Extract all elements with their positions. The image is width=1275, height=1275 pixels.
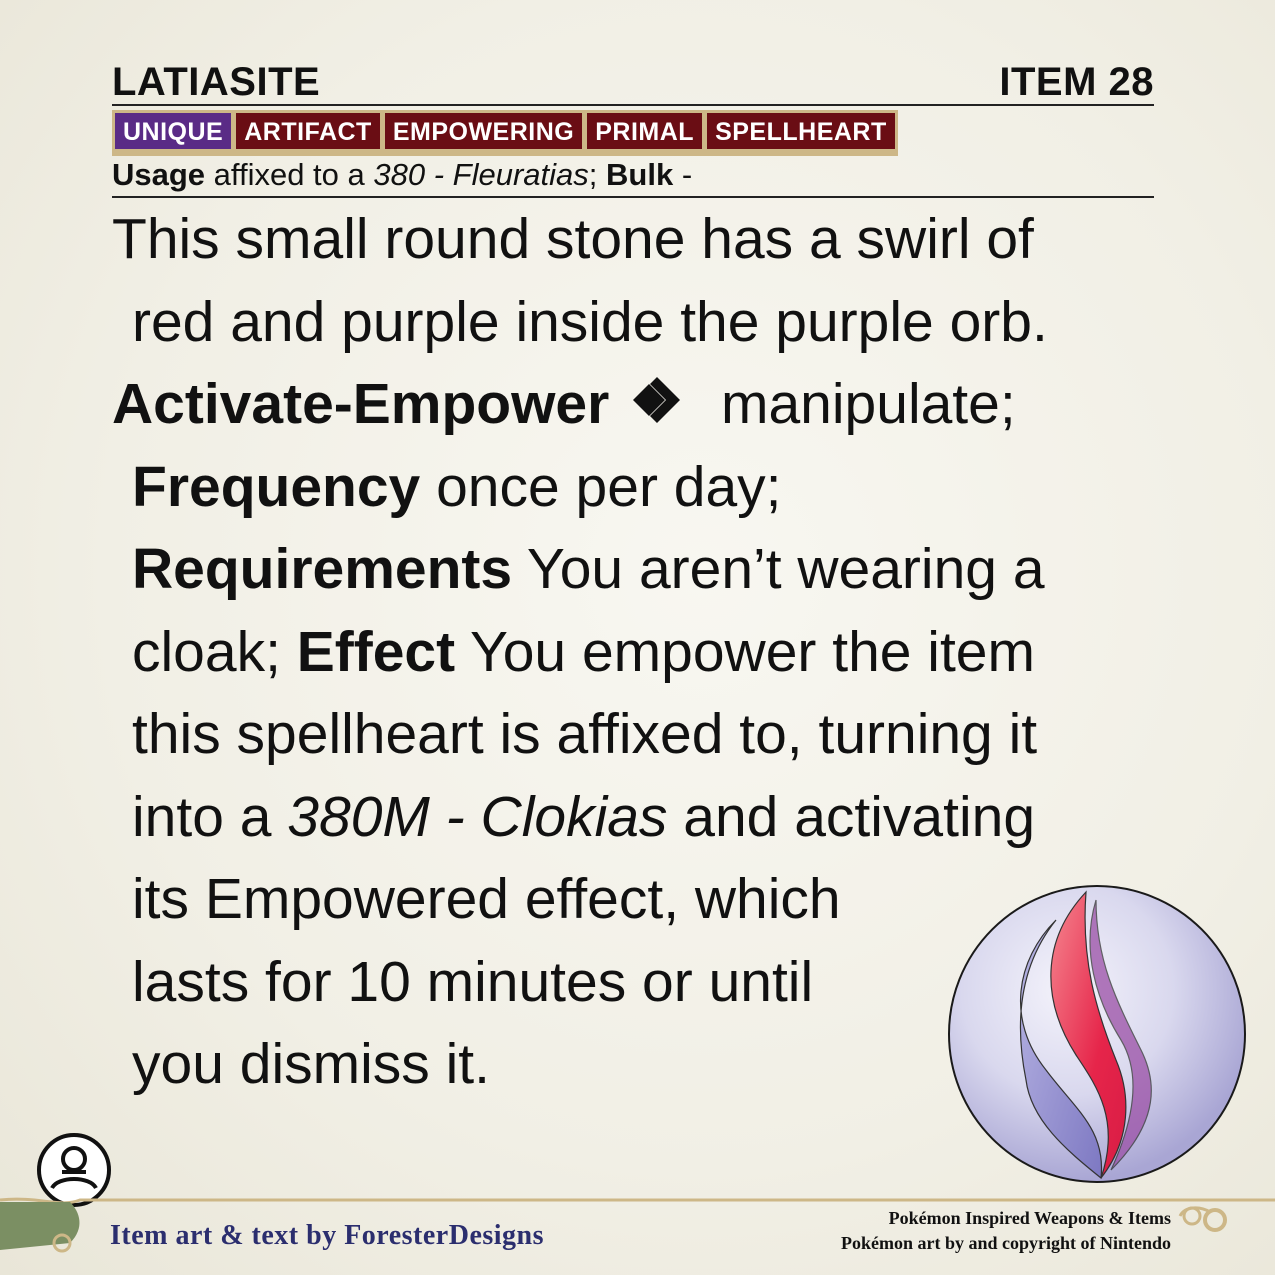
effect-line-4: its Empowered effect, which xyxy=(132,867,841,931)
bulk-label: Bulk xyxy=(606,157,674,192)
bulk-value: - xyxy=(681,157,693,192)
requirements-label: Requirements xyxy=(132,537,513,601)
frequency-label: Frequency xyxy=(132,454,421,519)
effect-label: Effect xyxy=(296,619,456,684)
usage-separator: ; xyxy=(588,157,598,192)
item-header xyxy=(112,60,1154,106)
description-line-1: This small round stone has a swirl of xyxy=(112,207,1034,271)
trait-bar xyxy=(112,110,898,156)
effect-text-3a: into a xyxy=(132,784,272,849)
effect-line-5: lasts for 10 minutes or until xyxy=(132,949,814,1014)
description-line-2: red and purple inside the purple orb. xyxy=(132,289,1048,354)
usage-label: Usage xyxy=(112,157,206,192)
trait-unique: UNIQUE xyxy=(115,113,231,149)
activation-line xyxy=(112,363,1157,446)
usage-item: 380 - Fleuratias xyxy=(373,157,589,192)
copyright-credit xyxy=(841,1206,1171,1256)
effect-text-1: You empower the item xyxy=(469,619,1035,684)
item-level: ITEM 28 xyxy=(999,60,1154,104)
activate-label: Activate-Empower xyxy=(112,372,610,436)
activation-trait: manipulate; xyxy=(721,372,1016,436)
effect-line-1 xyxy=(112,611,1157,694)
frequency-line xyxy=(112,446,1157,529)
trait-spellheart: SPELLHEART xyxy=(707,113,895,149)
effect-line-6: you dismiss it. xyxy=(132,1032,490,1096)
effect-line-3 xyxy=(112,776,1157,859)
trait-artifact: ARTIFACT xyxy=(236,113,380,149)
item-name: LATIASITE xyxy=(112,60,321,104)
single-action-icon xyxy=(627,375,699,425)
requirements-value-cont: cloak; xyxy=(132,619,281,684)
trait-empowering: EMPOWERING xyxy=(385,113,582,149)
copyright-line-2: Pokémon art by and copyright of Nintendo xyxy=(840,1233,1171,1253)
effect-line-2: this spellheart is affixed to, turning it xyxy=(132,702,1038,766)
trait-primal: PRIMAL xyxy=(587,113,702,149)
effect-text-3b: and activating xyxy=(683,784,1036,849)
usage-text: affixed to a xyxy=(213,157,365,192)
requirements-value: You aren’t wearing a xyxy=(526,537,1045,601)
latiasite-orb-image xyxy=(946,880,1248,1188)
requirements-line xyxy=(112,528,1157,611)
effect-item-name: 380M - Clokias xyxy=(287,784,668,849)
frequency-value: once per day; xyxy=(436,454,782,519)
copyright-line-1: Pokémon Inspired Weapons & Items xyxy=(888,1208,1171,1228)
art-credit: Item art & text by ForesterDesigns xyxy=(110,1220,545,1251)
usage-line xyxy=(112,156,1154,198)
